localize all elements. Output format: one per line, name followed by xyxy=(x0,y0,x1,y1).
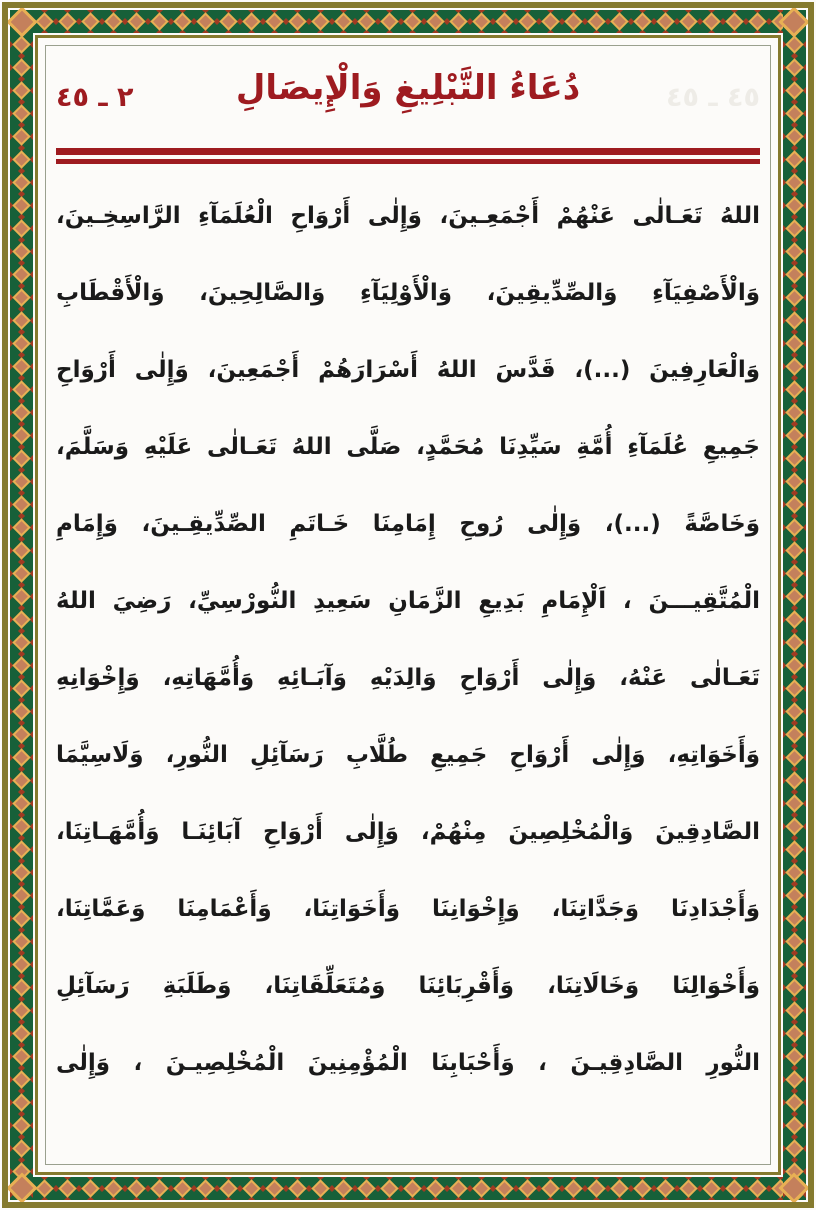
header-divider xyxy=(56,148,760,164)
body-line: الصَّادِقِينَ وَالْمُخْلِصِينَ مِنْهُمْ، وَإِلٰى أَرْوَاحِ آبَائِنَـا وَأُمَّهَـاتِنَا، xyxy=(56,819,760,845)
page-content xyxy=(56,56,760,1154)
body-line: وَأَجْدَادِنَا وَجَدَّاتِنَا، وَإِخْوَانِنَا وَأَخَوَاتِنَا، وَأَعْمَامِنَا وَعَمَّاتِنَا، xyxy=(56,896,760,922)
body-line: اللهُ تَعَـالٰى عَنْهُمْ أَجْمَعِـينَ، وَإِلٰى أَرْوَاحِ الْعُلَمَآءِ الرَّاسِخِـينَ، xyxy=(56,203,760,229)
body-line: تَعَـالٰى عَنْهُ، وَإِلٰى أَرْوَاحِ وَالِدَيْهِ وَآبَـائِهِ وَأُمَّهَاتِهِ، وَإِخْوَانِهِ xyxy=(56,665,760,691)
body-line: جَمِيعِ عُلَمَآءِ أُمَّةِ سَيِّدِنَا مُحَمَّدٍ، صَلَّى اللهُ تَعَـالٰى عَلَيْهِ وَسَلَّمَ، xyxy=(56,434,760,460)
body-line: وَالْأَصْفِيَآءِ وَالصِّدِّيقِينَ، وَالْأَوْلِيَآءِ وَالصَّالِحِينَ، وَالْأَقْطَابِ xyxy=(56,280,760,306)
body-line: وَأَخَوَاتِهِ، وَإِلٰى أَرْوَاحِ جَمِيعِ طُلَّابِ رَسَآئِلِ النُّورِ، وَلَاسِيَّمَا xyxy=(56,742,760,768)
header-rule-thin xyxy=(56,159,760,164)
page-title: دُعَاءُ التَّبْلِيغِ وَالْإِيصَالِ xyxy=(235,68,581,108)
body-line: وَأَخْوَالِنَا وَخَالَاتِنَا، وَأَقْرِبَائِنَا وَمُتَعَلِّقَاتِنَا، وَطَلَبَةِ رَسَآئِلِ xyxy=(56,973,760,999)
body-line: الْمُتَّقِيـــنَ ، اَلْإِمَامِ بَدِيعِ الزَّمَانِ سَعِيدِ النُّورْسِيِّ، رَضِيَ اللهُ xyxy=(56,588,760,614)
ornament-border-top xyxy=(10,10,806,33)
body-line: وَخَاصَّةً (...)، وَإِلٰى رُوحِ إِمَامِنَا خَـاتَمِ الصِّدِّيقِـينَ، وَإِمَامِ xyxy=(56,511,760,537)
body-line: النُّورِ الصَّادِقِيـنَ ، وَأَحْبَابِنَا الْمُؤْمِنِينَ الْمُخْلِصِيـنَ ، وَإِلٰى xyxy=(56,1050,760,1076)
header-rule-thick xyxy=(56,148,760,155)
page-header xyxy=(56,64,760,136)
page-number: ٢ ـ ٤٥ xyxy=(56,82,134,113)
page-number-showthrough: ٤٥ ـ ٤٥ xyxy=(666,82,760,113)
body-text xyxy=(56,178,760,1102)
ornament-border-bottom xyxy=(10,1177,806,1200)
body-line: وَالْعَارِفِينَ (...)، قَدَّسَ اللهُ أَسْرَارَهُمْ أَجْمَعِينَ، وَإِلٰى أَرْوَاحِ xyxy=(56,357,760,383)
ornament-border-right xyxy=(783,10,806,1200)
ornament-border-left xyxy=(10,10,33,1200)
